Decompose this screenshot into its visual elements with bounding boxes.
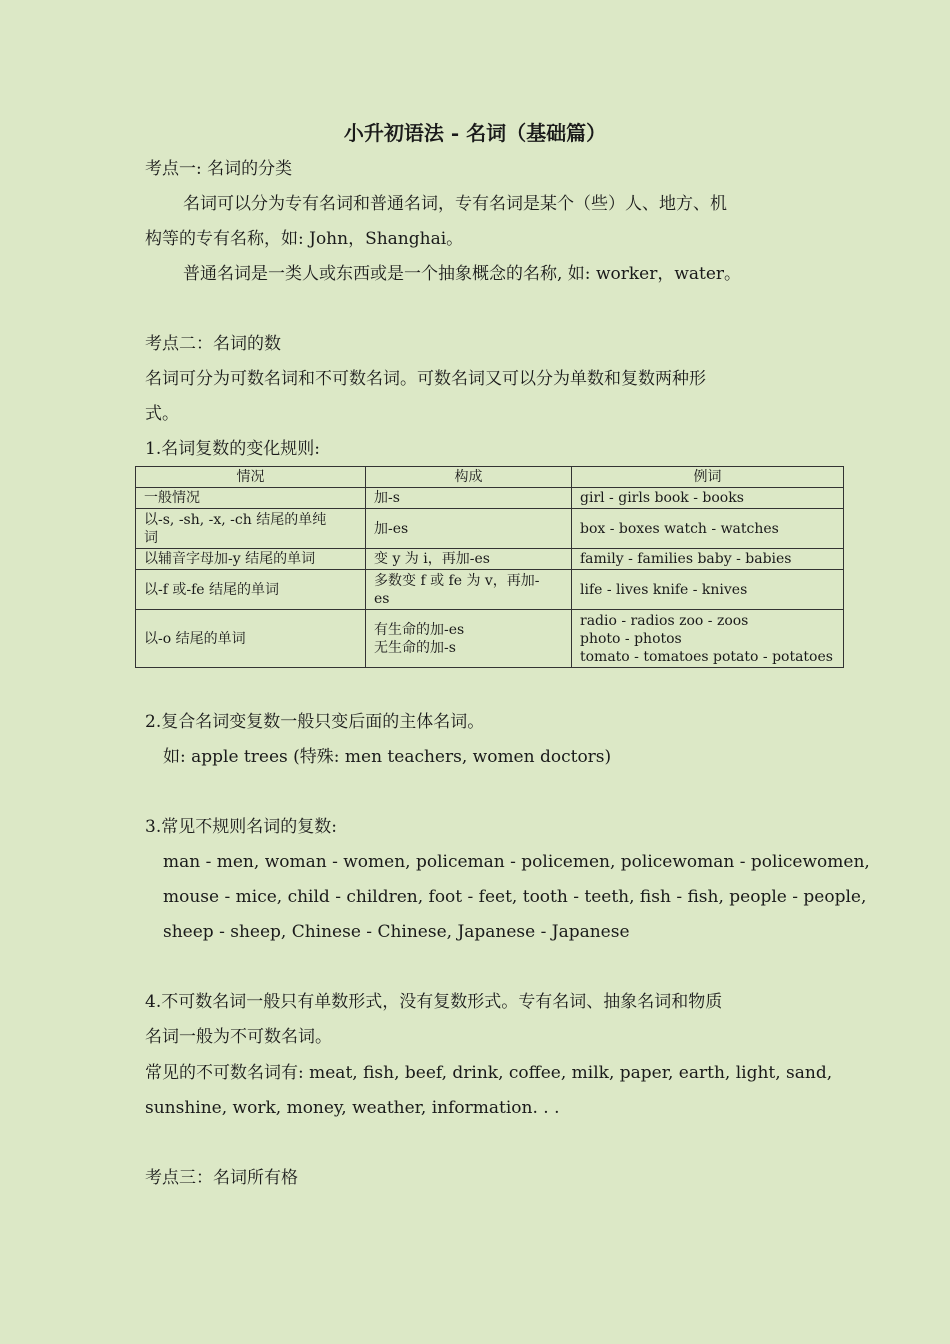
rule-4-line-3: 常见的不可数名词有: meat, fish, beef, drink, coffee, milk, paper, earth, light, sand, <box>145 1063 833 1083</box>
rule-4-line-1: 4.不可数名词一般只有单数形式，没有复数形式。专有名词、抽象名词和物质 <box>145 992 723 1012</box>
section-1-para-2: 普通名词是一类人或东西或是一个抽象概念的名称, 如: worker，water。 <box>183 264 742 284</box>
examples-cell: girl - girls book - books <box>572 488 844 509</box>
page-title: 小升初语法 - 名词（基础篇） <box>343 121 607 145</box>
section-1-para-1-line-2: 构等的专有名称，如: John，Shanghai。 <box>145 229 464 249</box>
situation-cell: 一般情况 <box>136 488 366 509</box>
rule-3-line-3: sheep - sheep, Chinese - Chinese, Japanese - Japanese <box>163 922 630 942</box>
formation-cell: 变 y 为 i，再加-es <box>366 549 572 570</box>
rule-2-heading: 2.复合名词变复数一般只变后面的主体名词。 <box>145 712 485 732</box>
table-row <box>136 549 844 570</box>
table-header-examples: 例词 <box>572 467 844 488</box>
situation-cell: 以辅音字母加-y 结尾的单词 <box>136 549 366 570</box>
section-2-para-line-1: 名词可分为可数名词和不可数名词。可数名词又可以分为单数和复数两种形 <box>145 369 706 389</box>
examples-cell: life - lives knife - knives <box>572 570 844 610</box>
formation-cell: 有生命的加-es 无生命的加-s <box>366 610 572 668</box>
formation-cell: 多数变 f 或 fe 为 v，再加- es <box>366 570 572 610</box>
rule-3-heading: 3.常见不规则名词的复数: <box>145 817 337 837</box>
examples-cell: family - families baby - babies <box>572 549 844 570</box>
formation-cell: 加-es <box>366 509 572 549</box>
section-3-heading: 考点三：名词所有格 <box>145 1168 298 1188</box>
table-row <box>136 488 844 509</box>
section-2-heading: 考点二：名词的数 <box>145 334 281 354</box>
table-row <box>136 509 844 549</box>
rule-3-line-1: man - men, woman - women, policeman - policemen, policewoman - policewomen, <box>163 852 870 872</box>
table-row <box>136 610 844 668</box>
rule-2-example: 如: apple trees (特殊: men teachers, women doctors) <box>163 747 612 767</box>
rule-1-heading: 1.名词复数的变化规则: <box>145 439 320 459</box>
situation-cell: 以-s, -sh, -x, -ch 结尾的单纯 词 <box>136 509 366 549</box>
plural-rules-table <box>135 466 844 668</box>
situation-cell: 以-o 结尾的单词 <box>136 610 366 668</box>
rule-3-line-2: mouse - mice, child - children, foot - feet, tooth - teeth, fish - fish, people - people, <box>163 887 867 907</box>
situation-cell: 以-f 或-fe 结尾的单词 <box>136 570 366 610</box>
table-header-situation: 情况 <box>136 467 366 488</box>
section-2-para-line-2: 式。 <box>145 404 179 424</box>
formation-cell: 加-s <box>366 488 572 509</box>
rule-4-line-2: 名词一般为不可数名词。 <box>145 1027 332 1047</box>
examples-cell: radio - radios zoo - zoos photo - photos tomato - tomatoes potato - potatoes <box>572 610 844 668</box>
table-row <box>136 570 844 610</box>
table-header-row <box>136 467 844 488</box>
section-1-heading: 考点一: 名词的分类 <box>145 159 293 179</box>
examples-cell: box - boxes watch - watches <box>572 509 844 549</box>
rule-4-line-4: sunshine, work, money, weather, information. . . <box>145 1098 560 1118</box>
table-header-formation: 构成 <box>366 467 572 488</box>
section-1-para-1-line-1: 名词可以分为专有名词和普通名词，专有名词是某个（些）人、地方、机 <box>183 194 727 214</box>
